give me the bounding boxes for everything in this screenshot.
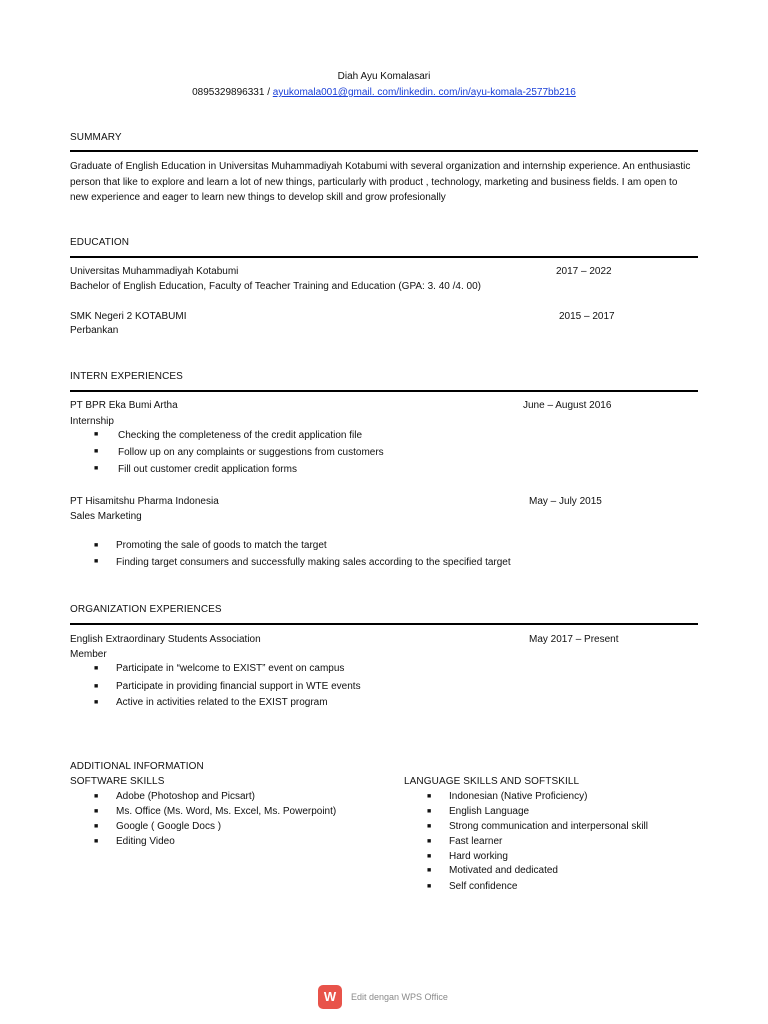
bullet-icon: ■ [427,823,432,830]
language-skill-6: Motivated and dedicated [449,865,558,876]
bullet-icon: ■ [94,838,99,845]
software-skill-2: Ms. Office (Ms. Word, Ms. Excel, Ms. Powerpoint) [116,806,337,817]
education-years-1: 2017 – 2022 [556,266,612,277]
bullet-icon: ■ [427,853,432,860]
summary-line-3: new experience and eager to learn new things to develop skill and grow profesionally [70,192,446,203]
bullet-icon: ■ [94,448,99,455]
bullet-icon: ■ [427,793,432,800]
intern-role-1: Internship [70,416,114,427]
intern-1-bullet-3: Fill out customer credit application forms [118,464,297,475]
summary-line-2: person that like to explore and learn a lot of new things, particularly with product , technology, marketing and business fields. I am open to [70,177,678,188]
contact-link[interactable]: ayukomala001@gmail. com/linkedin. com/in/ayu-komala-2577bb216 [272,87,576,98]
intern-role-2: Sales Marketing [70,511,142,522]
education-divider [70,256,698,258]
education-years-2: 2015 – 2017 [559,311,615,322]
wps-logo-icon[interactable]: W [318,985,342,1009]
intern-dates-2: May – July 2015 [529,496,602,507]
language-skill-4: Fast learner [449,836,503,847]
language-skill-5: Hard working [449,851,508,862]
organization-role: Member [70,649,107,660]
additional-heading: ADDITIONAL INFORMATION [70,761,204,772]
bullet-icon: ■ [427,867,432,874]
software-skills-heading: SOFTWARE SKILLS [70,776,165,787]
education-school-1: Universitas Muhammadiyah Kotabumi [70,266,239,277]
organization-bullet-2: Participate in providing financial support in WTE events [116,681,361,692]
bullet-icon: ■ [94,823,99,830]
summary-heading: SUMMARY [70,132,122,143]
contact-line [0,87,768,98]
bullet-icon: ■ [94,793,99,800]
bullet-icon: ■ [94,542,99,549]
language-skill-1: Indonesian (Native Proficiency) [449,791,588,802]
education-detail-1: Bachelor of English Education, Faculty of Teacher Training and Education (GPA: 3. 40 /4. 00) [70,281,481,292]
organization-bullet-1: Participate in “welcome to EXIST” event on campus [116,663,345,674]
bullet-icon: ■ [94,465,99,472]
intern-divider [70,390,698,392]
organization-name: English Extraordinary Students Association [70,634,261,645]
software-skill-4: Editing Video [116,836,175,847]
intern-2-bullet-1: Promoting the sale of goods to match the target [116,540,327,551]
wps-edit-link[interactable]: Edit dengan WPS Office [351,992,448,1002]
bullet-icon: ■ [427,838,432,845]
intern-company-2: PT Hisamitshu Pharma Indonesia [70,496,219,507]
phone-number: 0895329896331 / [192,87,273,98]
bullet-icon: ■ [427,883,432,890]
intern-heading: INTERN EXPERIENCES [70,371,183,382]
language-skill-7: Self confidence [449,881,518,892]
bullet-icon: ■ [427,808,432,815]
bullet-icon: ■ [94,558,99,565]
language-skill-3: Strong communication and interpersonal skill [449,821,648,832]
bullet-icon: ■ [94,431,99,438]
candidate-name: Diah Ayu Komalasari [337,71,431,82]
bullet-icon: ■ [94,683,99,690]
summary-divider [70,150,698,152]
intern-dates-1: June – August 2016 [523,400,612,411]
organization-heading: ORGANIZATION EXPERIENCES [70,604,222,615]
summary-line-1: Graduate of English Education in Universitas Muhammadiyah Kotabumi with several organization and internship experience. An enthusiastic [70,161,691,172]
language-skills-heading: LANGUAGE SKILLS AND SOFTSKILL [404,776,580,787]
intern-1-bullet-2: Follow up on any complaints or suggestions from customers [118,447,384,458]
software-skill-1: Adobe (Photoshop and Picsart) [116,791,255,802]
organization-dates: May 2017 – Present [529,634,619,645]
intern-1-bullet-1: Checking the completeness of the credit application file [118,430,363,441]
education-heading: EDUCATION [70,237,130,248]
language-skill-2: English Language [449,806,530,817]
bullet-icon: ■ [94,665,99,672]
intern-2-bullet-2: Finding target consumers and successfully making sales according to the specified target [116,557,511,568]
education-detail-2: Perbankan [70,325,119,336]
organization-divider [70,623,698,625]
software-skill-3: Google ( Google Docs ) [116,821,222,832]
education-school-2: SMK Negeri 2 KOTABUMI [70,311,187,322]
organization-bullet-3: Active in activities related to the EXIST program [116,697,328,708]
intern-company-1: PT BPR Eka Bumi Artha [70,400,178,411]
bullet-icon: ■ [94,808,99,815]
bullet-icon: ■ [94,699,99,706]
